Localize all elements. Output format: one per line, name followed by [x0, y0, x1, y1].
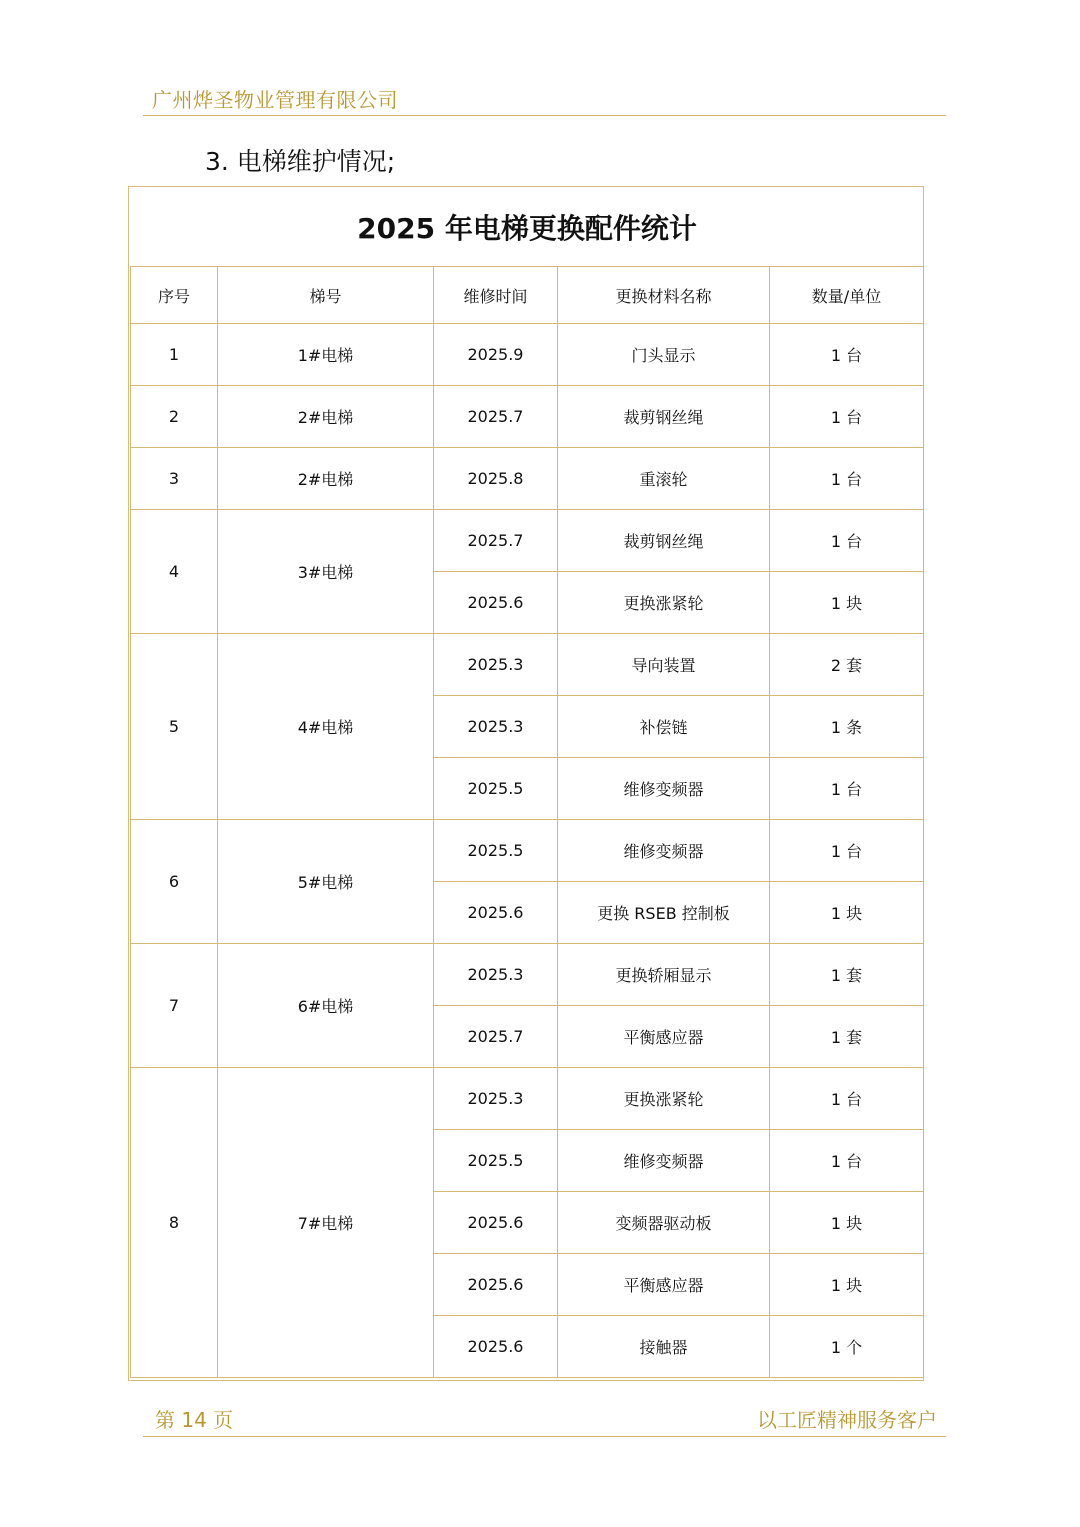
cell-date: 2025.7: [434, 1006, 558, 1068]
footer-page-number: 第 14 页: [155, 1408, 234, 1432]
cell-date: 2025.8: [434, 448, 558, 510]
cell-elevator: 2#电梯: [218, 448, 434, 510]
table-title-row: [131, 188, 924, 267]
cell-no: 8: [131, 1068, 218, 1378]
cell-material: 裁剪钢丝绳: [558, 510, 770, 572]
cell-quantity: 1 块: [770, 572, 924, 634]
cell-material: 平衡感应器: [558, 1006, 770, 1068]
table-row: [131, 386, 924, 448]
cell-quantity: 1 台: [770, 510, 924, 572]
header-divider: [143, 115, 946, 116]
section-heading: 3. 电梯维护情况;: [205, 147, 396, 176]
cell-quantity: 1 台: [770, 820, 924, 882]
table-row: [131, 324, 924, 386]
cell-date: 2025.7: [434, 386, 558, 448]
cell-elevator: 6#电梯: [218, 944, 434, 1068]
cell-material: 维修变频器: [558, 820, 770, 882]
cell-date: 2025.7: [434, 510, 558, 572]
cell-date: 2025.5: [434, 1130, 558, 1192]
cell-date: 2025.5: [434, 820, 558, 882]
cell-material: 更换轿厢显示: [558, 944, 770, 1006]
cell-material: 补偿链: [558, 696, 770, 758]
cell-date: 2025.6: [434, 1254, 558, 1316]
cell-date: 2025.3: [434, 634, 558, 696]
column-header-elevator: 梯号: [218, 267, 434, 324]
cell-date: 2025.6: [434, 1316, 558, 1378]
cell-quantity: 1 块: [770, 1192, 924, 1254]
cell-no: 1: [131, 324, 218, 386]
cell-quantity: 1 台: [770, 1068, 924, 1130]
cell-elevator: 2#电梯: [218, 386, 434, 448]
table-header-row: [131, 267, 924, 324]
cell-no: 3: [131, 448, 218, 510]
cell-quantity: 2 套: [770, 634, 924, 696]
cell-material: 更换涨紧轮: [558, 1068, 770, 1130]
cell-no: 6: [131, 820, 218, 944]
cell-quantity: 1 台: [770, 324, 924, 386]
cell-quantity: 1 块: [770, 882, 924, 944]
cell-no: 4: [131, 510, 218, 634]
footer-slogan: 以工匠精神服务客户: [757, 1408, 937, 1432]
table-title: 2025 年电梯更换配件统计: [131, 188, 924, 267]
cell-no: 7: [131, 944, 218, 1068]
cell-date: 2025.6: [434, 882, 558, 944]
table-row: [131, 944, 924, 1006]
cell-quantity: 1 块: [770, 1254, 924, 1316]
table-row: [131, 820, 924, 882]
cell-material: 更换 RSEB 控制板: [558, 882, 770, 944]
cell-quantity: 1 条: [770, 696, 924, 758]
cell-no: 5: [131, 634, 218, 820]
cell-quantity: 1 套: [770, 944, 924, 1006]
header-company-name: 广州烨圣物业管理有限公司: [152, 88, 398, 112]
table-row: [131, 634, 924, 696]
cell-quantity: 1 台: [770, 1130, 924, 1192]
cell-material: 维修变频器: [558, 758, 770, 820]
cell-elevator: 1#电梯: [218, 324, 434, 386]
cell-quantity: 1 套: [770, 1006, 924, 1068]
cell-date: 2025.5: [434, 758, 558, 820]
column-header-quantity: 数量/单位: [770, 267, 924, 324]
cell-material: 接触器: [558, 1316, 770, 1378]
cell-date: 2025.6: [434, 572, 558, 634]
column-header-material: 更换材料名称: [558, 267, 770, 324]
cell-date: 2025.9: [434, 324, 558, 386]
footer-divider: [143, 1436, 946, 1437]
cell-material: 平衡感应器: [558, 1254, 770, 1316]
cell-material: 导向装置: [558, 634, 770, 696]
table-row: [131, 510, 924, 572]
cell-date: 2025.3: [434, 696, 558, 758]
cell-quantity: 1 台: [770, 758, 924, 820]
cell-quantity: 1 个: [770, 1316, 924, 1378]
cell-no: 2: [131, 386, 218, 448]
cell-material: 更换涨紧轮: [558, 572, 770, 634]
cell-material: 变频器驱动板: [558, 1192, 770, 1254]
cell-quantity: 1 台: [770, 386, 924, 448]
cell-elevator: 3#电梯: [218, 510, 434, 634]
cell-material: 门头显示: [558, 324, 770, 386]
cell-date: 2025.3: [434, 944, 558, 1006]
cell-date: 2025.6: [434, 1192, 558, 1254]
cell-elevator: 7#电梯: [218, 1068, 434, 1378]
cell-material: 重滚轮: [558, 448, 770, 510]
cell-elevator: 4#电梯: [218, 634, 434, 820]
cell-material: 维修变频器: [558, 1130, 770, 1192]
table-row: [131, 448, 924, 510]
column-header-no: 序号: [131, 267, 218, 324]
cell-quantity: 1 台: [770, 448, 924, 510]
table-row: [131, 1068, 924, 1130]
cell-material: 裁剪钢丝绳: [558, 386, 770, 448]
cell-elevator: 5#电梯: [218, 820, 434, 944]
column-header-date: 维修时间: [434, 267, 558, 324]
parts-replacement-table: [130, 188, 924, 1378]
cell-date: 2025.3: [434, 1068, 558, 1130]
